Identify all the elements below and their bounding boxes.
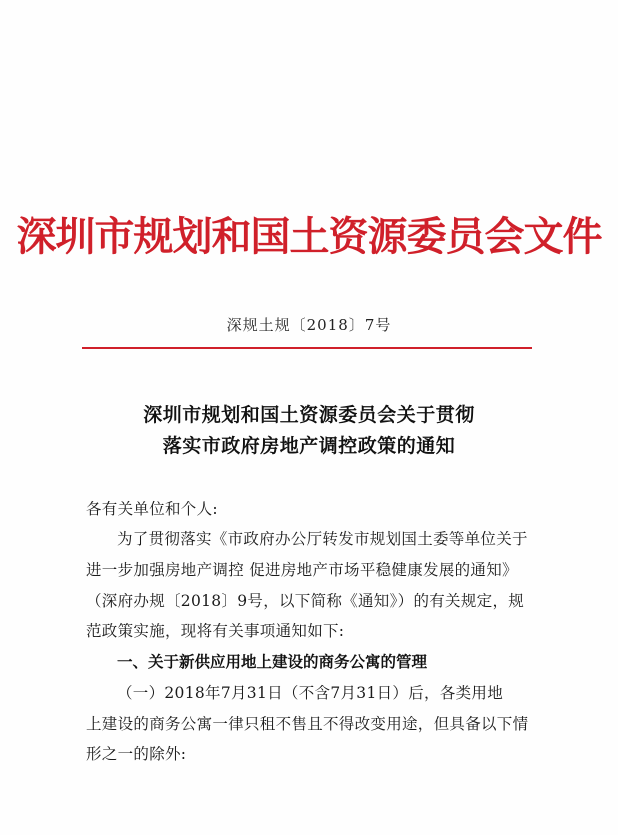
notice-title-line-1: 深圳市规划和国土资源委员会关于贯彻 — [143, 404, 475, 426]
notice-title-line-2: 落实市政府房地产调控政策的通知 — [162, 435, 456, 457]
paragraph-2-line-2: 上建设的商务公寓一律只租不售且不得改变用途，但具备以下情 — [86, 715, 529, 733]
issuer-header: 深圳市规划和国土资源委员会文件 — [16, 213, 602, 260]
paragraph-1-line-4: 范政策实施，现将有关事项通知如下: — [86, 622, 345, 640]
paragraph-1-line-3: （深府办规〔2018〕9号，以下简称《通知》）的有关规定，规 — [86, 592, 525, 610]
paragraph-1-line-2: 进一步加强房地产调控 促进房地产市场平稳健康发展的通知》 — [86, 561, 518, 579]
paragraph-2-line-1: （一）2018年7月31日（不含7月31日）后，各类用地 — [117, 684, 504, 702]
paragraph-2-line-3: 形之一的除外: — [86, 745, 187, 763]
paragraph-1-line-1: 为了贯彻落实《市政府办公厅转发市规划国土委等单位关于 — [117, 530, 528, 548]
document-number: 深规土规〔2018〕7号 — [226, 316, 392, 334]
red-divider-line — [82, 347, 532, 349]
section-1-heading: 一、关于新供应用地上建设的商务公寓的管理 — [117, 653, 428, 671]
salutation: 各有关单位和个人: — [86, 500, 218, 518]
